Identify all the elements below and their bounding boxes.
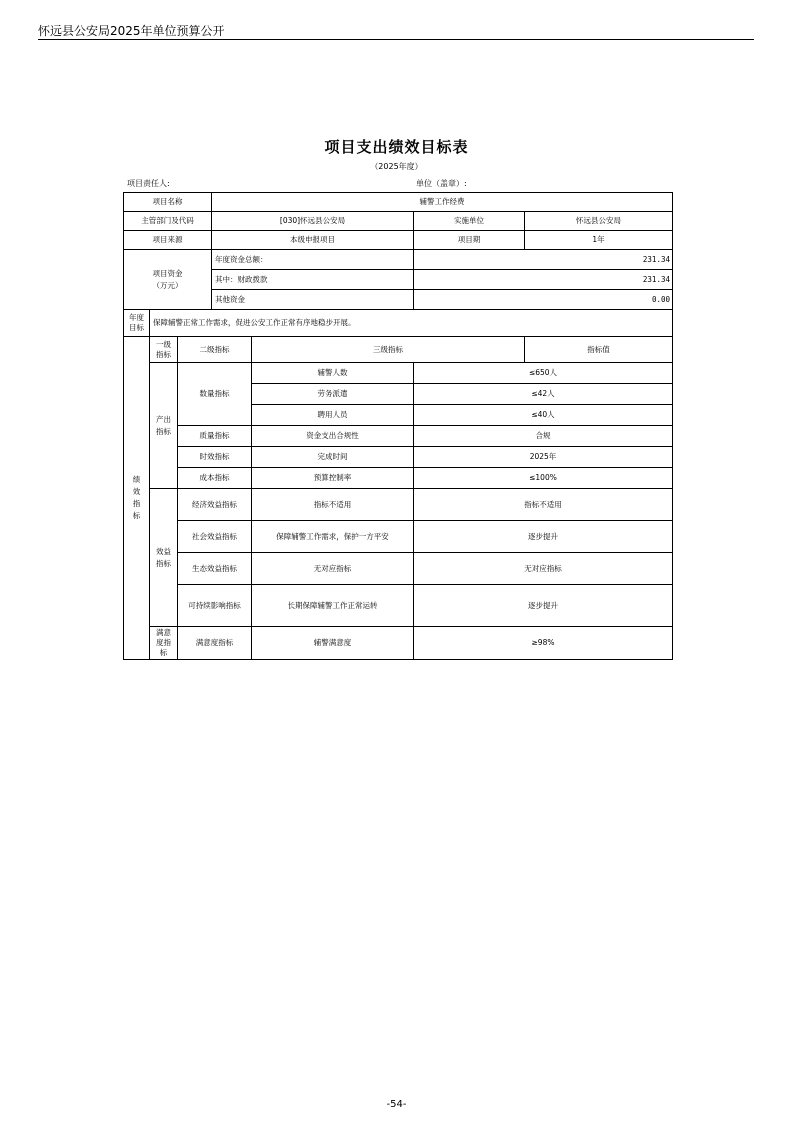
funds-fiscal-label: 其中：财政拨款 [212, 270, 414, 290]
responsible-label: 项目责任人: [127, 179, 170, 188]
document-year: （2025年度） [370, 162, 423, 171]
table-row [124, 337, 673, 363]
quality-name: 资金支出合规性 [252, 426, 414, 447]
table-row [124, 231, 673, 250]
funds-other-value: 0.00 [414, 290, 673, 310]
q1-name: 辅警人数 [252, 363, 414, 384]
annual-goal-label: 年度目标 [129, 313, 144, 332]
table-row [124, 193, 673, 212]
col-level3: 三级指标 [252, 337, 525, 363]
table-row [124, 521, 673, 553]
econ-value: 指标不适用 [414, 489, 673, 521]
table-row [124, 310, 673, 337]
table-row [124, 363, 673, 384]
table-row [124, 447, 673, 468]
period-label: 项目期 [414, 231, 525, 250]
eco-label: 生态效益指标 [178, 553, 252, 585]
quantity-label: 数量指标 [178, 363, 252, 426]
time-name: 完成时间 [252, 447, 414, 468]
annual-goal-value: 保障辅警正常工作需求，促进公安工作正常有序地稳步开展。 [150, 310, 673, 337]
table-row [124, 426, 673, 447]
cost-name: 预算控制率 [252, 468, 414, 489]
funds-fiscal-value: 231.34 [414, 270, 673, 290]
table-row [124, 489, 673, 521]
time-value: 2025年 [414, 447, 673, 468]
unit-label: 单位（盖章）: [416, 179, 467, 188]
impl-label: 实施单位 [414, 212, 525, 231]
header-divider [38, 39, 754, 40]
funds-total-value: 231.34 [414, 250, 673, 270]
q3-name: 聘用人员 [252, 405, 414, 426]
page-header: 怀远县公安局2025年单位预算公开 [38, 24, 225, 38]
table-row [124, 250, 673, 270]
satis-value: ≥98% [414, 627, 673, 660]
funds-other-label: 其他资金 [212, 290, 414, 310]
econ-name: 指标不适用 [252, 489, 414, 521]
social-name: 保障辅警工作需求，保护一方平安 [252, 521, 414, 553]
table-row [124, 627, 673, 660]
project-name-value: 辅警工作经费 [212, 193, 673, 212]
cost-value: ≤100% [414, 468, 673, 489]
project-name-label: 项目名称 [124, 193, 212, 212]
table-row [124, 212, 673, 231]
table-row [124, 585, 673, 627]
page-number: -54- [386, 1099, 407, 1110]
col-level1: 一级指标 [156, 339, 171, 359]
q1-value: ≤650人 [414, 363, 673, 384]
source-label: 项目来源 [124, 231, 212, 250]
benefit-label: 效益指标 [156, 546, 171, 568]
table-row [124, 553, 673, 585]
satis-label: 满意度指标 [178, 627, 252, 660]
q2-name: 劳务派遣 [252, 384, 414, 405]
perf-label: 绩效指标 [132, 475, 141, 520]
satis-level1-label: 满意度指标 [156, 628, 171, 657]
q3-value: ≤40人 [414, 405, 673, 426]
dept-value: [030]怀远县公安局 [212, 212, 414, 231]
table-row [124, 468, 673, 489]
social-value: 逐步提升 [414, 521, 673, 553]
period-value: 1年 [525, 231, 673, 250]
time-label: 时效指标 [178, 447, 252, 468]
sustain-value: 逐步提升 [414, 585, 673, 627]
impl-value: 怀远县公安局 [525, 212, 673, 231]
sustain-label: 可持续影响指标 [178, 585, 252, 627]
eco-name: 无对应指标 [252, 553, 414, 585]
cost-label: 成本指标 [178, 468, 252, 489]
source-value: 本级申报项目 [212, 231, 414, 250]
econ-label: 经济效益指标 [178, 489, 252, 521]
dept-label: 主管部门及代码 [124, 212, 212, 231]
quality-label: 质量指标 [178, 426, 252, 447]
col-value: 指标值 [525, 337, 673, 363]
output-label: 产出指标 [156, 414, 171, 436]
q2-value: ≤42人 [414, 384, 673, 405]
satis-name: 辅警满意度 [252, 627, 414, 660]
quality-value: 合规 [414, 426, 673, 447]
sustain-name: 长期保障辅警工作正常运转 [252, 585, 414, 627]
funds-label: 项目资金 （万元） [124, 250, 212, 310]
col-level2: 二级指标 [178, 337, 252, 363]
funds-total-label: 年度资金总额： [212, 250, 414, 270]
social-label: 社会效益指标 [178, 521, 252, 553]
performance-table [123, 192, 673, 660]
document-title: 项目支出绩效目标表 [324, 138, 469, 156]
eco-value: 无对应指标 [414, 553, 673, 585]
